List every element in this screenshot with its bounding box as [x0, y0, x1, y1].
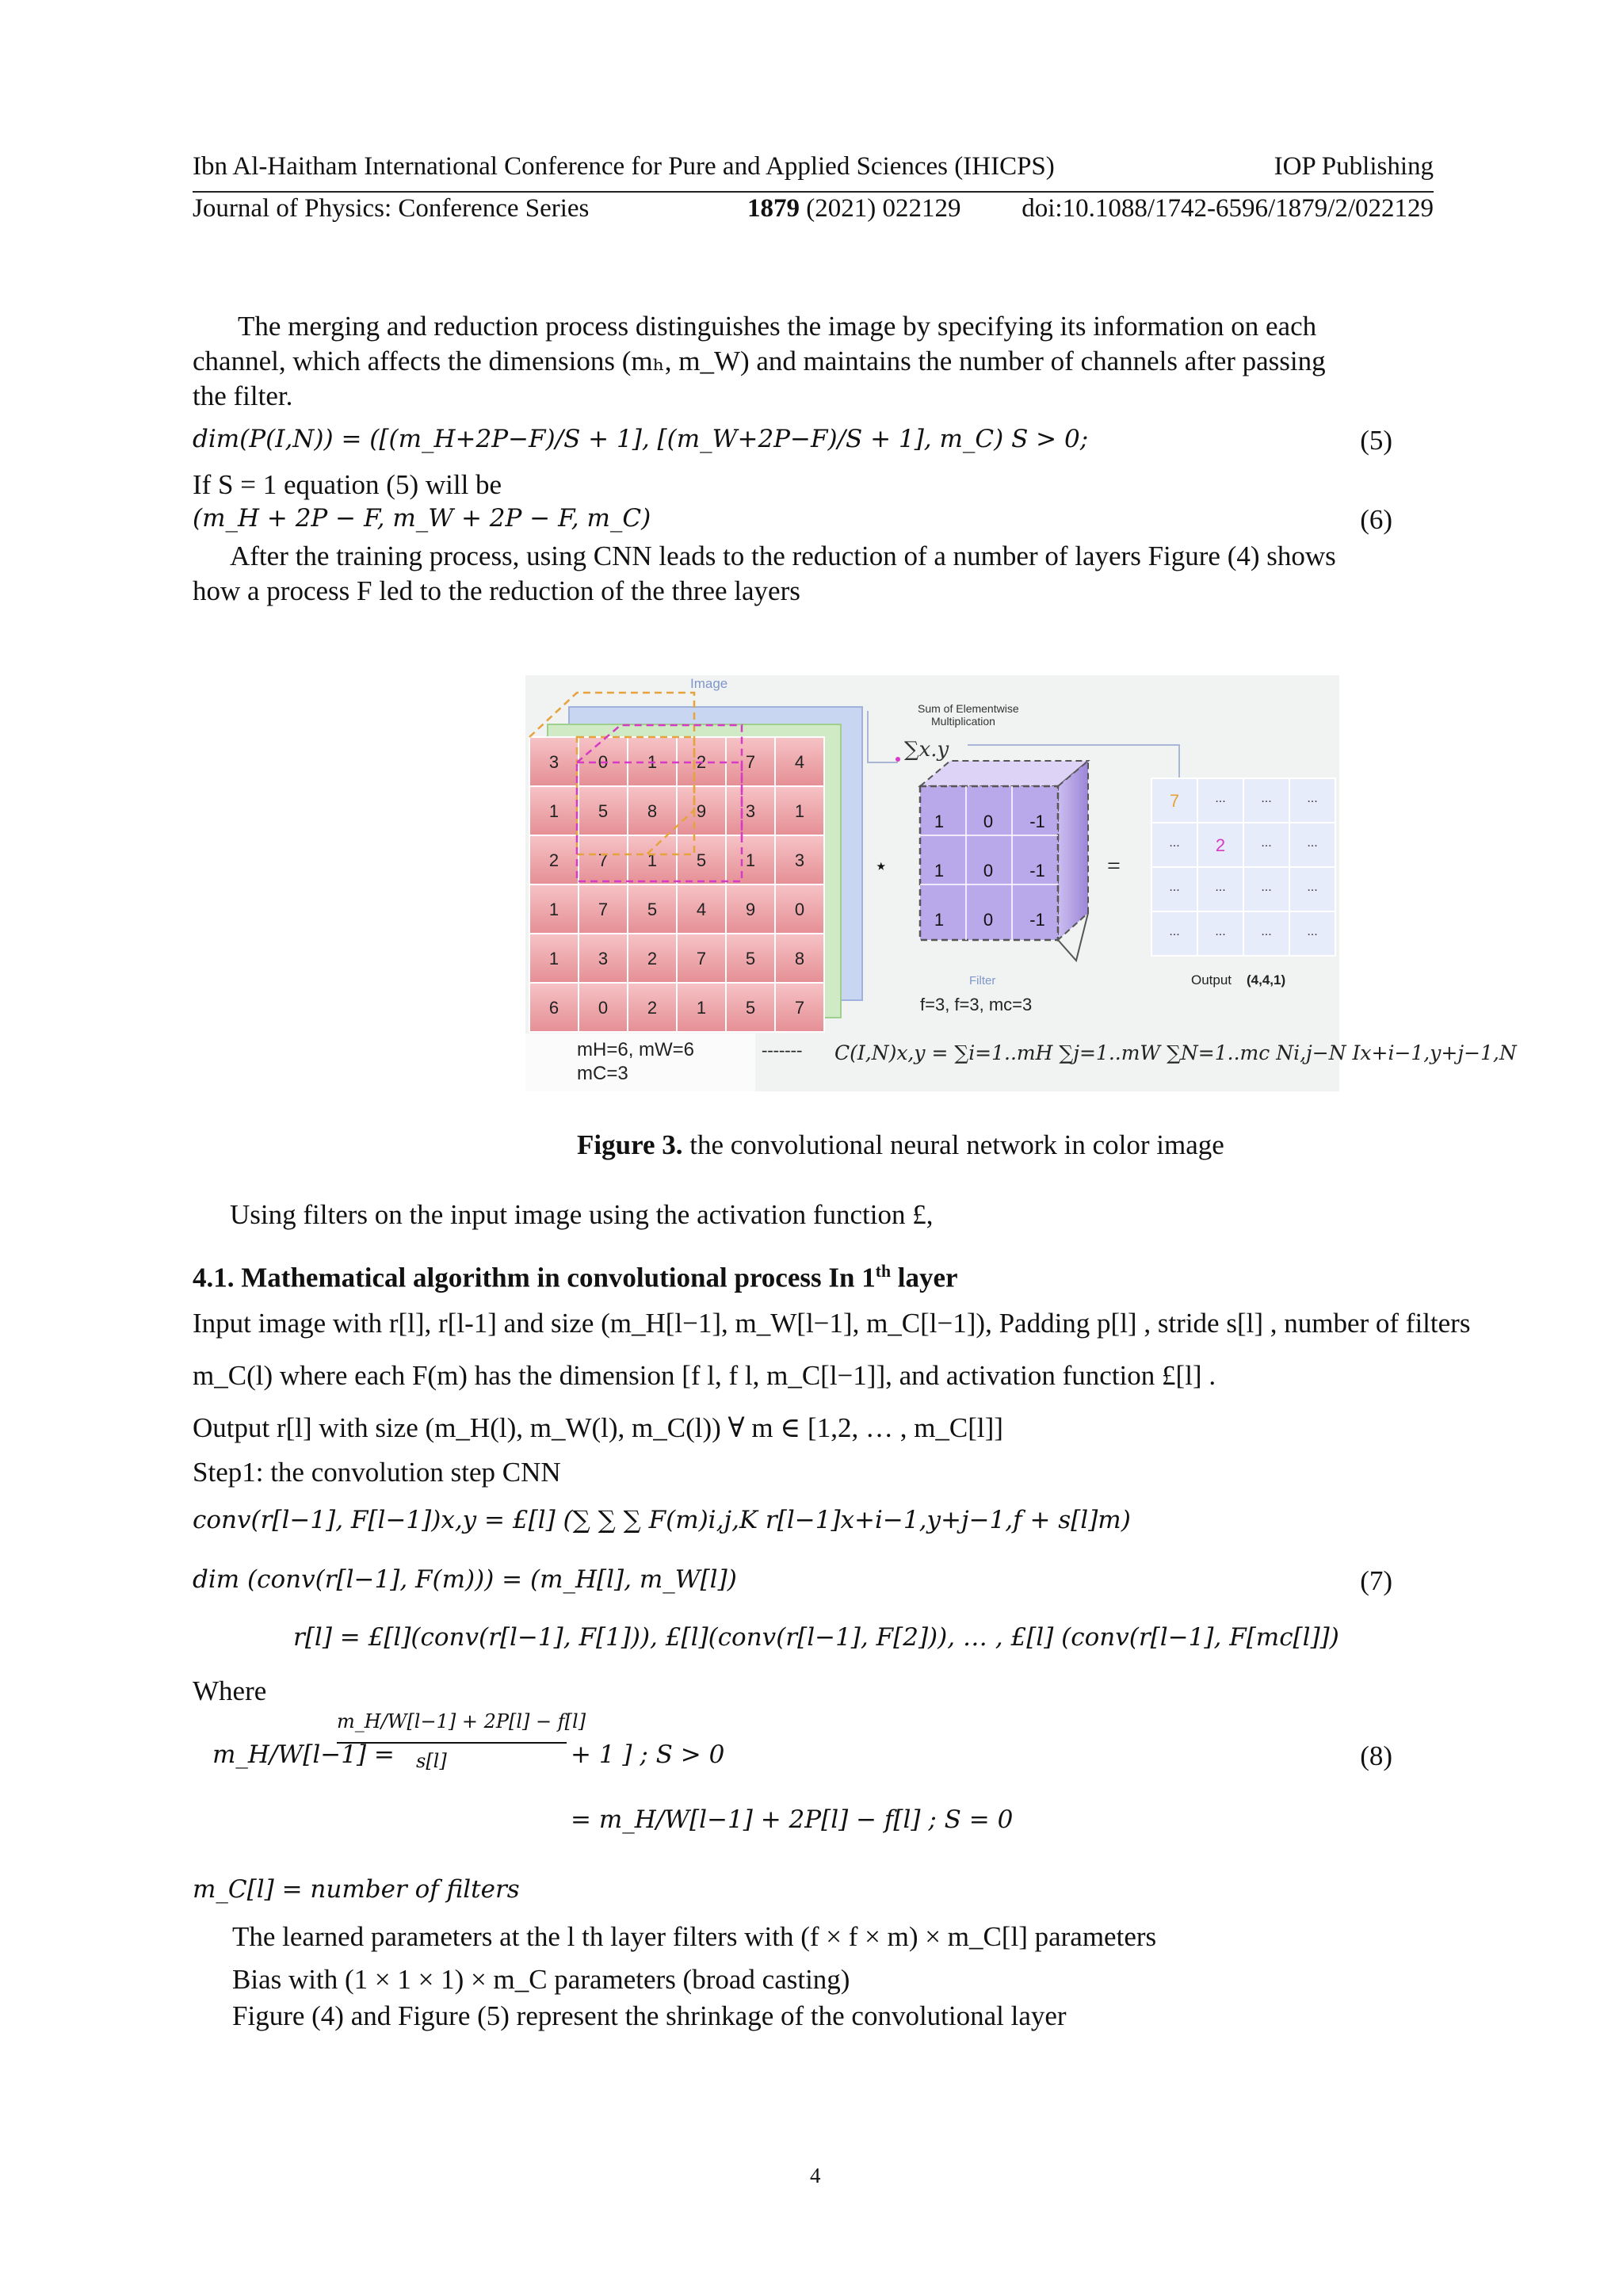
image-cell-value: 2: [696, 752, 707, 772]
image-cell-value: 1: [548, 801, 559, 821]
output-cell-value: ...: [1261, 836, 1272, 850]
equation-5-number: (5): [1360, 425, 1392, 456]
para1-line3: the filter.: [193, 380, 293, 411]
conv-equation: conv(r[l−1], F[l−1])x,y = £[l] (∑ ∑ ∑ F(m)i,j,K r[l−1]x+i−1,y+j−1,f + s[l]m): [193, 1506, 1131, 1534]
image-cell-value: 7: [598, 900, 609, 919]
image-cell-value: 1: [548, 900, 559, 919]
image-cell-value: 9: [696, 801, 707, 821]
number-of-filters: m_C[l] = number of filters: [193, 1875, 520, 1904]
equation-8-fraction-top: m_H/W[l−1] + 2P[l] − f[l]: [337, 1710, 586, 1733]
figure-caption: [577, 1129, 1224, 1161]
input-line-1: Input image with r[l], r[l-1] and size (m_H[l−1], m_W[l−1], m_C[l−1]), Padding p[l] , stride s[l] , number of filters: [193, 1308, 1471, 1339]
output-cell-value: 7: [1169, 791, 1180, 811]
equation-6: (m_H + 2P − F, m_W + 2P − F, m_C): [193, 504, 651, 533]
filter-dimensions: f=3, f=3, mc=3: [920, 995, 1033, 1014]
filter-cell-value: -1: [1029, 812, 1045, 831]
section-tail: layer: [891, 1262, 958, 1293]
output-cell-value: ...: [1307, 836, 1318, 850]
image-cell-value: 5: [745, 949, 756, 968]
dashes: -------: [762, 1040, 803, 1060]
image-cell-value: 5: [696, 850, 707, 870]
output-dimensions: (4,4,1): [1247, 972, 1286, 988]
output-cell-value: ...: [1307, 881, 1318, 894]
image-cell-value: 4: [696, 900, 707, 919]
convolution-operator: ⋆: [874, 854, 888, 879]
filter-cell-value: 1: [934, 812, 945, 831]
equation-8-fraction-bottom: s[l]: [416, 1750, 447, 1772]
output-line: Output r[l] with size (m_H(l), m_W(l), m_C(l)) ∀ m ∈ [1,2, … , m_C[l]]: [193, 1412, 1003, 1443]
image-cell-value: 3: [598, 949, 609, 968]
image-cell-value: 4: [794, 752, 805, 772]
figure-caption-text: the convolutional neural network in color image: [682, 1129, 1224, 1160]
publisher: IOP Publishing: [1274, 152, 1434, 181]
equation-8-tail: + 1 ] ; S > 0: [571, 1740, 725, 1769]
r-equation: r[l] = £[l](conv(r[l−1], F[1])), £[l](conv(r[l−1], F[2])), … , £[l] (conv(r[l−1], F[mc[l]]): [293, 1623, 1339, 1652]
equals-sign: =: [1107, 853, 1121, 879]
image-cell-value: 2: [548, 850, 559, 870]
image-cell-value: 7: [794, 998, 805, 1018]
equation-7-number: (7): [1360, 1565, 1392, 1596]
sum-label-1: Sum of Elementwise: [918, 702, 1019, 715]
filter-cell-value: 1: [934, 910, 945, 930]
output-label: Output: [1191, 972, 1232, 988]
image-cell-value: 0: [794, 900, 805, 919]
image-cell-value: 1: [548, 949, 559, 968]
figure-reference: Figure (4) and Figure (5) represent the shrinkage of the convolutional layer: [232, 2000, 1067, 2031]
page-number: 4: [810, 2164, 821, 2187]
image-dimensions-1: mH=6, mW=6: [577, 1039, 695, 1060]
para2-line2: how a process F led to the reduction of the three layers: [193, 575, 800, 606]
image-cell-value: 2: [647, 949, 658, 968]
output-cell-value: 2: [1215, 835, 1226, 855]
filter-label: Filter: [969, 974, 996, 988]
equation-7: dim (conv(r[l−1], F(m))) = (m_H[l], m_W[l]): [193, 1565, 737, 1594]
running-header: [193, 152, 1434, 181]
image-cell-value: 9: [745, 900, 756, 919]
filter-cell-value: 0: [983, 861, 994, 881]
image-cell-value: 8: [647, 801, 658, 821]
filter-cell-value: 0: [983, 812, 994, 831]
image-cell-value: 2: [647, 998, 658, 1018]
equation-6-number: (6): [1360, 504, 1392, 535]
learned-parameters: The learned parameters at the l th layer filters with (f × f × m) × m_C[l] parameters: [232, 1921, 1157, 1952]
equation-8-lhs: m_H/W[l−1] =: [212, 1740, 395, 1769]
image-cell-value: 1: [647, 850, 658, 870]
section-heading: [193, 1262, 958, 1294]
image-cell-value: 3: [745, 801, 756, 821]
para2-line1: After the training process, using CNN leads to the reduction of a number of layers Figure (4) shows: [230, 541, 1336, 571]
equation-8-case-2: = m_H/W[l−1] + 2P[l] − f[l] ; S = 0: [571, 1805, 1014, 1834]
step1: Step1: the convolution step CNN: [193, 1457, 561, 1488]
para1-line2: channel, which affects the dimensions (mₕ, m_W) and maintains the number of channels after passing: [193, 346, 1326, 376]
image-cell-value: 1: [647, 752, 658, 772]
doi: doi:10.1088/1742-6596/1879/2/022129: [1022, 194, 1434, 223]
image-cell-value: 1: [794, 801, 805, 821]
section-sup: th: [875, 1262, 892, 1281]
equation-5: dim(P(I,N)) = ([(m_H+2P−F)/S + 1], [(m_W+2P−F)/S + 1], m_C) S > 0;: [193, 425, 1089, 453]
filter-cube-side: [1058, 761, 1088, 940]
filter-cell-value: 0: [983, 910, 994, 930]
image-cell-value: 5: [598, 801, 609, 821]
image-grid: [529, 737, 824, 1032]
year-issue: (2021) 022129: [806, 194, 961, 223]
image-cell-value: 0: [598, 998, 609, 1018]
filter-cell-value: 1: [934, 861, 945, 881]
filter-cell-value: -1: [1029, 861, 1045, 881]
output-cell-value: ...: [1261, 792, 1272, 805]
where: Where: [193, 1675, 267, 1706]
sum-label-2: Multiplication: [931, 715, 995, 728]
bias-line: Bias with (1 × 1 × 1) × m_C parameters (broad casting): [232, 1964, 850, 1995]
equation-8-number: (8): [1360, 1740, 1392, 1771]
cnn-figure: [525, 675, 1517, 1091]
volume: 1879: [747, 194, 800, 223]
output-cell-value: ...: [1307, 925, 1318, 938]
if-line: If S = 1 equation (5) will be: [193, 469, 502, 500]
sum-expression: ∑x.y: [904, 738, 949, 762]
figure-label: Figure 3.: [577, 1129, 683, 1160]
image-cell-value: 1: [696, 998, 707, 1018]
image-cell-value: 3: [548, 752, 559, 772]
fraction-bar: [337, 1742, 567, 1744]
para3: Using filters on the input image using the activation function £,: [230, 1199, 934, 1230]
convolution-formula: C(I,N)x,y = ∑i=1..mH ∑j=1..mW ∑N=1..mc Ni,j−N Ix+i−1,y+j−1,N: [834, 1041, 1517, 1064]
image-cell-value: 3: [794, 850, 805, 870]
volume-info: [747, 194, 960, 223]
image-cell-value: 7: [745, 752, 756, 772]
section-label: 4.1. Mathematical algorithm in convolutional process In 1: [193, 1262, 876, 1293]
image-label: Image: [690, 676, 728, 691]
image-cell-value: 5: [745, 998, 756, 1018]
journal-name: Journal of Physics: Conference Series: [193, 194, 590, 223]
para1-line1: The merging and reduction process distinguishes the image by specifying its information on each: [238, 311, 1317, 342]
image-cell-value: 1: [745, 850, 756, 870]
sum-dot: [896, 757, 900, 762]
filter-cell-value: -1: [1029, 910, 1045, 930]
output-grid: [1151, 778, 1335, 956]
image-cell-value: 0: [598, 752, 609, 772]
output-cell-value: ...: [1215, 925, 1226, 938]
image-dimensions-2: mC=3: [577, 1063, 628, 1084]
input-line-2: m_C(l) where each F(m) has the dimension [f l, f l, m_C[l−1]], and activation function £[l] .: [193, 1360, 1216, 1391]
output-cell-value: ...: [1215, 792, 1226, 805]
output-cell-value: ...: [1169, 836, 1180, 850]
image-cell-value: 8: [794, 949, 805, 968]
output-cell-value: ...: [1169, 881, 1180, 894]
output-cell-value: ...: [1169, 925, 1180, 938]
conference-name: Ibn Al-Haitham International Conference for Pure and Applied Sciences (IHICPS): [193, 152, 1055, 181]
output-cell-value: ...: [1261, 925, 1272, 938]
image-cell-value: 6: [548, 998, 559, 1018]
image-cell-value: 7: [696, 949, 707, 968]
journal-header: [193, 191, 1434, 226]
output-cell-value: ...: [1215, 881, 1226, 894]
output-cell-value: ...: [1307, 792, 1318, 805]
image-cell-value: 7: [598, 850, 609, 870]
image-cell-value: 5: [647, 900, 658, 919]
output-cell-value: ...: [1261, 881, 1272, 894]
